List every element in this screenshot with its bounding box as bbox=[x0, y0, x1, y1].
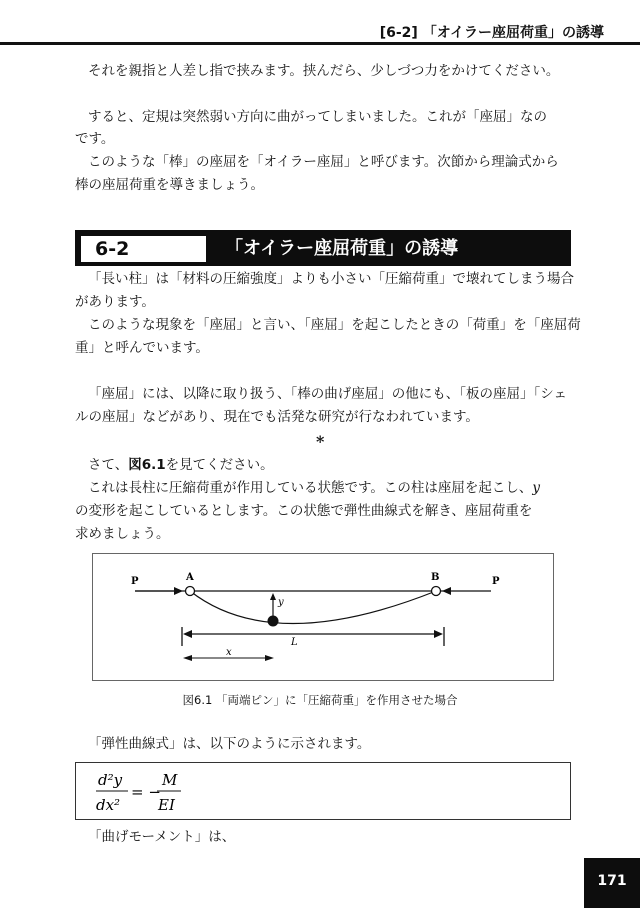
variable-y: y bbox=[532, 480, 541, 496]
length-arrowhead-right bbox=[434, 630, 443, 638]
pin-b-icon bbox=[432, 587, 441, 596]
paragraph-line bbox=[88, 477, 588, 499]
paragraph-line: です。 bbox=[75, 131, 115, 147]
paragraph-line: すると、定規は突然弱い方向に曲がってしまいました。これが「座屈」なの bbox=[88, 109, 547, 125]
text-fragment: これは長柱に圧縮荷重が作用している状態です。この柱は座屈を起こし、 bbox=[88, 480, 533, 496]
paragraph-line: 「曲げモーメント」は、 bbox=[88, 829, 236, 845]
left-load-arrowhead bbox=[174, 587, 183, 595]
x-arrowhead-left bbox=[183, 655, 192, 661]
paragraph-line: 求めましょう。 bbox=[75, 526, 170, 542]
page-number: 171 bbox=[584, 858, 640, 908]
section-heading bbox=[75, 230, 571, 266]
paragraph-line: 「弾性曲線式」は、以下のように示されます。 bbox=[88, 736, 371, 752]
buckling-diagram bbox=[93, 554, 553, 680]
figure-caption: 図6.1 「両端ピン」に「圧縮荷重」を作用させた場合 bbox=[182, 693, 458, 707]
moment-symbol: M bbox=[162, 771, 178, 789]
text-fragment: を見てください。 bbox=[165, 457, 274, 473]
paragraph-line: 「長い柱」は「材料の圧縮強度」よりも小さい「圧縮荷重」で壊れてしまう場合 bbox=[88, 271, 574, 287]
point-label-a: A bbox=[186, 572, 194, 583]
stiffness-symbol: EI bbox=[158, 796, 175, 814]
paragraph-line: 「座屈」には、以降に取り扱う、「棒の曲げ座屈」の他にも、「板の座屈」「シェ bbox=[88, 386, 567, 402]
figure-reference: 図6.1 bbox=[128, 457, 166, 473]
section-break-asterisk: * bbox=[316, 432, 325, 451]
load-label-right: P bbox=[492, 576, 500, 587]
paragraph-line: の変形を起こしているとします。この状態で弾性曲線式を解き、座屈荷重を bbox=[75, 503, 533, 519]
paragraph-line: 棒の座屈荷重を導きましょう。 bbox=[75, 177, 264, 193]
paragraph-line: ルの座屈」などがあり、現在でも活発な研究が行なわれています。 bbox=[75, 409, 479, 425]
right-load-arrowhead bbox=[442, 587, 451, 595]
pin-a-icon bbox=[186, 587, 195, 596]
formula-box bbox=[75, 762, 571, 820]
fraction-denominator: dx² bbox=[96, 796, 121, 814]
paragraph-line: このような「棒」の座屈を「オイラー座屈」と呼びます。次節から理論式から bbox=[88, 154, 559, 170]
section-number: 6-2 bbox=[81, 236, 206, 262]
paragraph-line bbox=[88, 454, 588, 476]
point-label-b: B bbox=[431, 572, 440, 583]
paragraph-line: このような現象を「座屈」と言い、「座屈」を起こしたときの「荷重」を「座屈荷 bbox=[88, 317, 581, 333]
deflection-point bbox=[268, 616, 279, 627]
deflection-arrowhead bbox=[270, 593, 276, 600]
figure-6-1 bbox=[92, 553, 554, 681]
header-rule bbox=[0, 42, 640, 45]
deflection-label: y bbox=[278, 597, 284, 608]
load-label-left: P bbox=[131, 576, 139, 587]
running-head: [6-2] 「オイラー座屈荷重」の誘導 bbox=[379, 25, 604, 41]
position-label: x bbox=[226, 647, 232, 658]
elastic-curve-equation bbox=[76, 763, 570, 819]
deflected-curve bbox=[190, 591, 436, 624]
paragraph-line: 重」と呼んでいます。 bbox=[75, 340, 209, 356]
x-arrowhead-right bbox=[265, 655, 274, 661]
fraction-numerator: d²y bbox=[98, 771, 123, 789]
section-title: 「オイラー座屈荷重」の誘導 bbox=[225, 238, 459, 259]
paragraph-line: があります。 bbox=[75, 294, 155, 310]
length-label: L bbox=[291, 637, 298, 648]
equals-minus: = − bbox=[131, 783, 161, 801]
paragraph-line: それを親指と人差し指で挟みます。挟んだら、少しづつ力をかけてください。 bbox=[88, 63, 560, 79]
length-arrowhead-left bbox=[183, 630, 192, 638]
text-fragment: さて、 bbox=[88, 457, 129, 473]
